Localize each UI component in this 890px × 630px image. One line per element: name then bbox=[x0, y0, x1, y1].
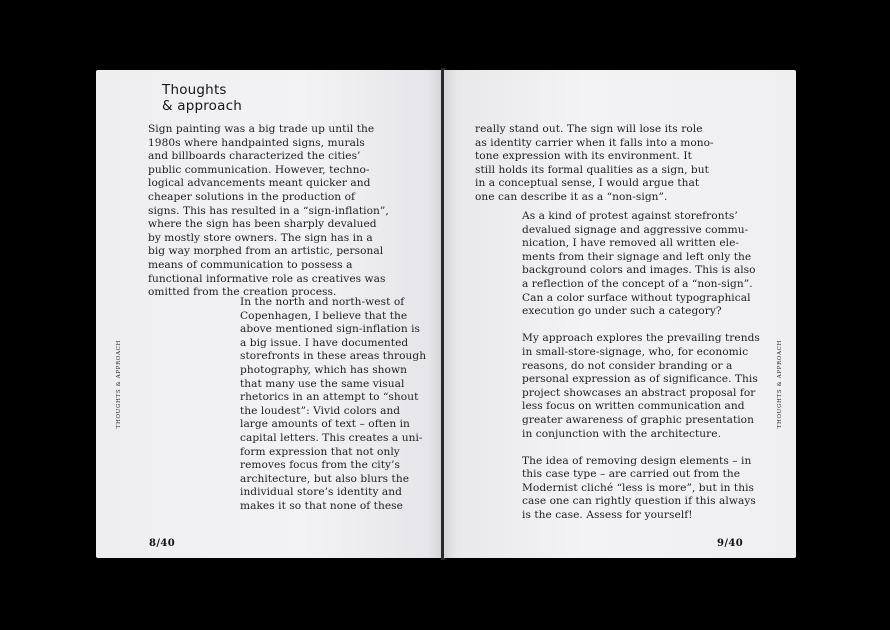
text-line: background colors and images. This is also bbox=[522, 264, 756, 277]
text-line: case one can rightly question if this always bbox=[522, 495, 756, 508]
text-line: still holds its formal qualities as a sign, but bbox=[475, 163, 709, 176]
text-line: devalued signage and aggressive commu- bbox=[522, 223, 749, 236]
text-line: architecture, but also blurs the bbox=[240, 472, 410, 485]
text-line: personal expression as of significance. This bbox=[522, 373, 758, 386]
text-line: Can a color surface without typographical bbox=[522, 291, 751, 304]
text-line: 1980s where handpainted signs, murals bbox=[148, 136, 365, 149]
text-line: Copenhagen, I believe that the bbox=[240, 309, 408, 322]
text-line: in conjunction with the architecture. bbox=[522, 427, 722, 440]
text-line: reasons, do not consider branding or a bbox=[522, 359, 733, 372]
text-line: form expression that not only bbox=[240, 445, 400, 458]
text-line: In the north and north-west of bbox=[240, 296, 405, 308]
right-page bbox=[444, 70, 796, 558]
side-running-label: THOUGHTS & APPROACH bbox=[777, 340, 783, 429]
text-line: in small-store-signage, who, for economic bbox=[522, 345, 749, 358]
text-line: is the case. Assess for yourself! bbox=[522, 509, 693, 522]
heading-line-1: Thoughts bbox=[162, 82, 227, 98]
text-line: removes focus from the city’s bbox=[240, 459, 400, 472]
page-heading bbox=[162, 82, 242, 114]
text-line: public communication. However, techno- bbox=[148, 163, 370, 176]
text-line: My approach explores the prevailing trends bbox=[522, 332, 760, 345]
text-line: in a conceptual sense, I would argue that bbox=[475, 177, 700, 190]
text-line: by mostly store owners. The sign has in a bbox=[148, 231, 373, 244]
page-number: 9/40 bbox=[717, 538, 744, 549]
text-line: and billboards characterized the cities’ bbox=[148, 150, 361, 163]
side-running-label: THOUGHTS & APPROACH bbox=[116, 340, 122, 429]
text-line: functional informative role as creatives was bbox=[148, 272, 386, 285]
text-line: really stand out. The sign will lose its role bbox=[475, 123, 703, 135]
text-line: omitted from the creation process. bbox=[148, 286, 337, 299]
heading-line-2: & approach bbox=[162, 98, 242, 114]
text-line: individual store’s identity and bbox=[240, 486, 402, 499]
text-line: greater awareness of graphic presentation bbox=[522, 413, 754, 426]
text-line: execution go under such a category? bbox=[522, 305, 722, 318]
text-line: The idea of removing design elements – in bbox=[522, 454, 752, 467]
left-page bbox=[96, 70, 442, 558]
text-line: rhetorics in an attempt to “shout bbox=[240, 391, 419, 404]
text-line: nication, I have removed all written ele- bbox=[522, 237, 740, 250]
text-line: photography, which has shown bbox=[240, 363, 407, 376]
text-line: one can describe it as a “non-sign”. bbox=[475, 190, 668, 203]
text-line: large amounts of text – often in bbox=[240, 418, 410, 431]
text-line: cheaper solutions in the production of bbox=[148, 190, 355, 203]
text-line: makes it so that none of these bbox=[240, 499, 403, 512]
text-line: Sign painting was a big trade up until the bbox=[148, 123, 375, 135]
text-line: a reflection of the concept of a “non-sign”. bbox=[522, 277, 753, 290]
text-line: capital letters. This creates a uni- bbox=[240, 431, 423, 444]
text-line: means of communication to possess a bbox=[148, 258, 353, 271]
text-line: that many use the same visual bbox=[240, 377, 405, 390]
right-paragraph-2 bbox=[522, 210, 760, 523]
text-line: logical advancements meant quicker and bbox=[148, 177, 371, 190]
text-line: Modernist cliché “less is more”, but in this bbox=[522, 481, 755, 494]
right-paragraph-1 bbox=[475, 123, 714, 205]
text-line: less focus on written communication and bbox=[522, 400, 745, 413]
text-line: where the sign has been sharply devalued bbox=[148, 218, 377, 231]
text-line: the loudest”: Vivid colors and bbox=[240, 404, 401, 417]
left-paragraph-2 bbox=[240, 296, 426, 514]
text-line: above mentioned sign-inflation is bbox=[240, 323, 421, 336]
text-line: storefronts in these areas through bbox=[240, 350, 427, 363]
text-line: signs. This has resulted in a “sign-inflation”, bbox=[148, 204, 389, 217]
text-line: this case type – are carried out from the bbox=[522, 468, 741, 481]
text-line: big way morphed from an artistic, personal bbox=[148, 245, 384, 258]
text-line: as identity carrier when it falls into a mono- bbox=[475, 136, 714, 149]
text-line: As a kind of protest against storefronts’ bbox=[522, 210, 738, 222]
text-line: tone expression with its environment. It bbox=[475, 150, 692, 163]
page-number: 8/40 bbox=[149, 538, 176, 549]
left-paragraph-1 bbox=[148, 123, 389, 300]
text-line: project showcases an abstract proposal for bbox=[522, 386, 756, 399]
text-line: a big issue. I have documented bbox=[240, 336, 409, 349]
text-line: ments from their signage and left only the bbox=[522, 250, 752, 263]
